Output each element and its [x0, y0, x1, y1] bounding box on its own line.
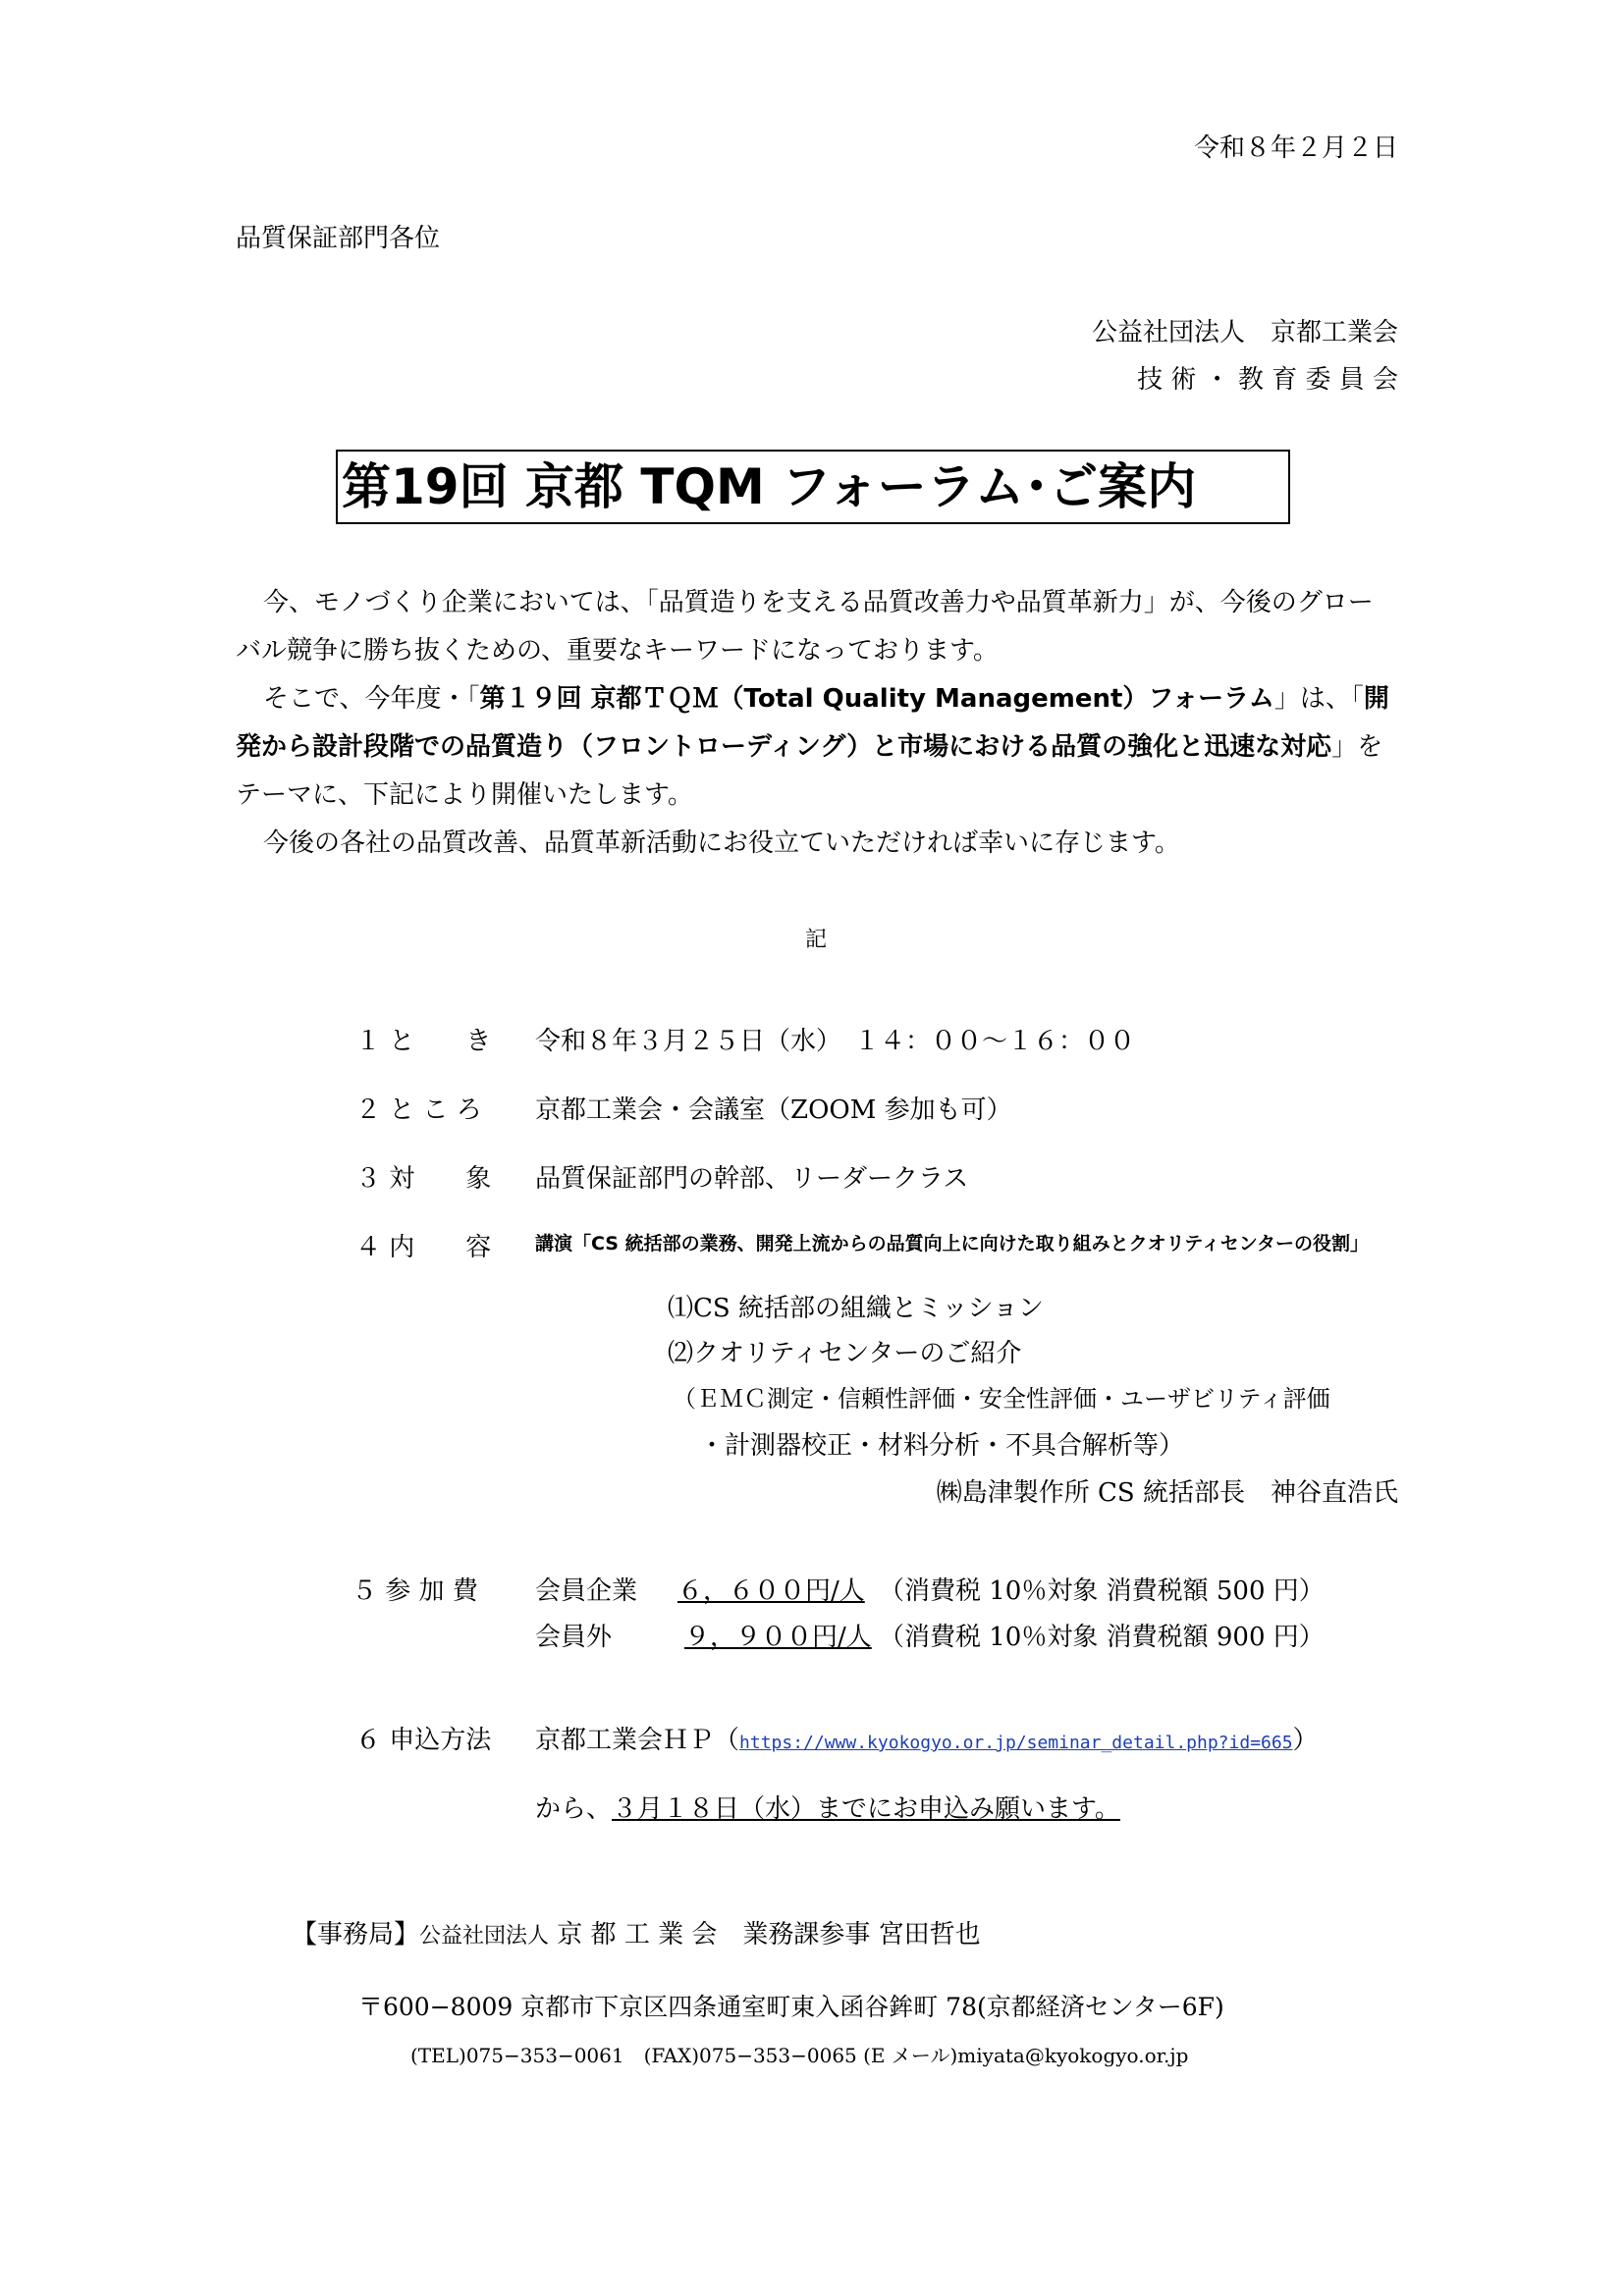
fee-nonmember-note: （消費税 10％対象 消費税額 900 円） — [879, 1623, 1325, 1652]
deadline-line: から、３月１８日（水）までにお申込み願います。 — [535, 1794, 1120, 1824]
office-contact: (TEL)075−353−0061 (FAX)075−353−0065 (E メール)miyata@kyokogyo.or.jp — [410, 2044, 1189, 2067]
office-line — [292, 1914, 981, 1950]
fee-member-price: ６，６００円/人 — [677, 1576, 865, 1606]
fee-nonmember-price: ９，９００円/人 — [684, 1623, 872, 1652]
recipient: 品質保証部門各位 — [236, 224, 441, 253]
item-toki-value: 令和８年３月２５日（水） １４：００〜１６：００ — [535, 1027, 1136, 1056]
apply-url-link[interactable]: https://www.kyokogyo.or.jp/seminar_detail.php?id=665 — [739, 1733, 1293, 1753]
page-title: 第19回 京都 TQM フォーラム･ご案内 — [336, 450, 1290, 524]
fee-member-note: （消費税 10％対象 消費税額 500 円） — [879, 1576, 1325, 1606]
speaker: ㈱島津製作所 CS 統括部長 神谷直浩氏 — [936, 1478, 1398, 1508]
item-toki-label: １ と き — [355, 1027, 492, 1056]
intro — [236, 579, 1394, 868]
sender-committee: 技 術 ・ 教 育 委 員 会 — [1137, 365, 1398, 395]
lecture-subtopic-2: ⑵クオリティセンターのご紹介 — [668, 1339, 1022, 1368]
ki-mark: 記 — [805, 928, 828, 952]
item-taisho-value: 品質保証部門の幹部、リーダークラス — [535, 1164, 969, 1194]
item-naiyo-label: ４ 内 容 — [355, 1233, 492, 1262]
intro-paragraph-2: そこで、今年度・「第１９回 京都ＴＱＭ（Total Quality Management）フォーラム」は、「開発から設計段階での品質造り（フロントローディング）と市場における品質の強化と迅速な対応」をテーマに、下記により開催いたします。 — [236, 684, 1389, 810]
intro-paragraph-3: 今後の各社の品質改善、品質革新活動にお役立ていただければ幸いに存じます。 — [263, 828, 1180, 858]
fee-member-label: 会員企業 — [535, 1576, 638, 1606]
office-org-name: 京 都 工 業 会 — [557, 1920, 718, 1949]
office-address: 〒600−8009 京都市下京区四条通室町東入函谷鉾町 78(京都経済センター6F) — [358, 1993, 1224, 2021]
lecture-subtopic-4: ・計測器校正・材料分析・不具合解析等） — [699, 1431, 1185, 1461]
office-org: 公益社団法人 — [419, 1924, 550, 1949]
forum-theme: 開発から設計段階での品質造り（フロントローディング）と市場における品質の強化と迅速な対応 — [236, 684, 1389, 762]
item-apply-label: ６ 申込方法 — [355, 1726, 492, 1755]
item-tokoro-value: 京都工業会・会議室（ZOOM 参加も可） — [535, 1095, 1012, 1125]
item-taisho-label: ３ 対 象 — [355, 1164, 492, 1194]
fee-nonmember-label: 会員外 — [535, 1623, 613, 1652]
issue-date: 令和８年２月２日 — [1193, 133, 1398, 163]
intro-paragraph-1: 今、モノづくり企業においては、「品質造りを支える品質改善力や品質革新力」が、今後のグローバル競争に勝ち抜くための、重要なキーワードになっております。 — [236, 588, 1374, 666]
office-label: 【事務局】 — [292, 1920, 420, 1949]
item-tokoro-label: ２ と こ ろ — [355, 1095, 482, 1125]
apply-line: 京都工業会ＨＰ（https://www.kyokogyo.or.jp/seminar_detail.php?id=665） — [535, 1726, 1319, 1755]
lecture-subtopic-1: ⑴CS 統括部の組織とミッション — [668, 1294, 1044, 1323]
deadline: ３月１８日（水）までにお申込み願います。 — [612, 1794, 1120, 1824]
item-fee-label: ５ 参 加 費 — [352, 1576, 478, 1606]
lecture-title: 講演「CS 統括部の業務、開発上流からの品質向上に向けた取り組みとクオリティセンターの役割」 — [535, 1233, 1369, 1255]
sender-org: 公益社団法人 京都工業会 — [1091, 318, 1398, 347]
forum-name: 第１９回 京都ＴＱＭ（Total Quality Management）フォーラム — [479, 684, 1274, 714]
lecture-subtopic-3: （ＥＭＣ測定・信頼性評価・安全性評価・ユーザビリティ評価 — [673, 1385, 1330, 1413]
office-person: 業務課参事 宮田哲也 — [742, 1920, 981, 1949]
